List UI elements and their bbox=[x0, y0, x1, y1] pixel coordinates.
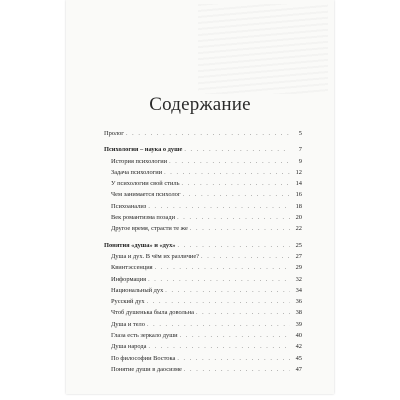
toc-entry bbox=[104, 212, 302, 223]
toc-section-heading bbox=[104, 144, 302, 155]
toc-entry-label: У психологии свой стиль bbox=[111, 180, 180, 188]
toc-entry bbox=[104, 274, 302, 285]
toc-page-number: 16 bbox=[295, 191, 302, 199]
toc-page-number: 39 bbox=[295, 320, 302, 328]
toc-entry-label: Понятия «душа» и «дух» bbox=[104, 241, 176, 249]
toc-entry bbox=[104, 178, 302, 189]
toc-entry-label: По философии Востока bbox=[111, 354, 176, 362]
toc-page-number: 18 bbox=[295, 202, 302, 210]
toc-entry-label: Душа народа bbox=[111, 343, 147, 351]
toc-leader-dots bbox=[184, 145, 290, 156]
toc-page-number: 27 bbox=[295, 252, 302, 260]
toc-page-number: 36 bbox=[295, 298, 302, 306]
toc-entry bbox=[104, 189, 302, 200]
toc-page-number: 25 bbox=[295, 241, 302, 249]
toc-entry bbox=[104, 262, 302, 273]
toc-page-number: 29 bbox=[295, 264, 302, 272]
toc-leader-dots bbox=[180, 331, 290, 342]
toc-entry bbox=[104, 364, 302, 375]
toc-page-number: 9 bbox=[298, 157, 302, 165]
show-through-text bbox=[198, 4, 328, 94]
table-of-contents bbox=[104, 128, 302, 375]
toc-entry bbox=[104, 353, 302, 364]
toc-leader-dots bbox=[169, 157, 290, 168]
toc-entry-label: Другое время, страсти те же bbox=[111, 225, 188, 233]
toc-entry-label: Информация bbox=[111, 275, 147, 283]
toc-page-number: 47 bbox=[295, 365, 302, 373]
toc-leader-dots bbox=[196, 308, 290, 319]
toc-leader-dots bbox=[177, 354, 290, 365]
toc-page-number: 12 bbox=[295, 168, 302, 176]
toc-page-number: 32 bbox=[295, 275, 302, 283]
toc-entry-label: Чтоб душенька была довольна bbox=[111, 309, 194, 317]
toc-entry bbox=[104, 330, 302, 341]
toc-entry-label: Век романтизма позади bbox=[111, 214, 176, 222]
toc-section-heading bbox=[104, 240, 302, 251]
toc-entry bbox=[104, 223, 302, 234]
toc-entry bbox=[104, 296, 302, 307]
toc-entry-label: Понятие души в даосизме bbox=[111, 365, 182, 373]
toc-page-number: 5 bbox=[298, 130, 302, 137]
toc-entry bbox=[104, 285, 302, 296]
toc-leader-dots bbox=[165, 286, 290, 297]
toc-leader-dots bbox=[184, 365, 290, 376]
toc-leader-dots bbox=[155, 263, 290, 274]
toc-page-number: 7 bbox=[298, 146, 302, 154]
toc-entry bbox=[104, 167, 302, 178]
toc-entry-label: Психология – наука о душе bbox=[104, 146, 183, 154]
toc-entry-label: Национальный дух bbox=[111, 286, 164, 294]
toc-entry bbox=[104, 251, 302, 262]
toc-page-number: 20 bbox=[295, 214, 302, 222]
toc-entry-label: Пролог bbox=[104, 130, 124, 137]
toc-leader-dots bbox=[177, 213, 290, 224]
toc-page-number: 38 bbox=[295, 309, 302, 317]
toc-entry-label: Задача психологии bbox=[111, 168, 163, 176]
toc-page-number: 14 bbox=[295, 180, 302, 188]
toc-page-number: 42 bbox=[295, 343, 302, 351]
toc-page-number: 40 bbox=[295, 332, 302, 340]
toc-leader-dots bbox=[148, 275, 290, 286]
toc-entry-label: Квинтэссенция bbox=[111, 264, 153, 272]
toc-entry bbox=[104, 128, 302, 139]
toc-leader-dots bbox=[181, 179, 290, 190]
toc-entry bbox=[104, 319, 302, 330]
toc-entry-label: Психоанализ bbox=[111, 202, 147, 210]
toc-leader-dots bbox=[164, 168, 290, 179]
toc-page-number: 45 bbox=[295, 354, 302, 362]
book-page bbox=[66, 0, 334, 394]
toc-entry-label: Душа и тело bbox=[111, 320, 145, 328]
toc-entry bbox=[104, 156, 302, 167]
toc-leader-dots bbox=[126, 129, 290, 140]
toc-entry-label: Глаза есть зеркало души bbox=[111, 332, 178, 340]
toc-entry-label: Душа и дух. В чём их различие? bbox=[111, 252, 200, 260]
toc-page-number: 34 bbox=[295, 286, 302, 294]
toc-entry bbox=[104, 341, 302, 352]
toc-entry-label: История психологии bbox=[111, 157, 168, 165]
toc-leader-dots bbox=[183, 190, 291, 201]
toc-entry-label: Русский дух bbox=[111, 298, 145, 306]
toc-leader-dots bbox=[201, 252, 290, 263]
toc-entry bbox=[104, 307, 302, 318]
toc-entry bbox=[104, 201, 302, 212]
toc-page-number: 22 bbox=[295, 225, 302, 233]
toc-leader-dots bbox=[190, 224, 290, 235]
toc-entry-label: Чем занимается психолог bbox=[111, 191, 181, 199]
page-title: Содержание bbox=[149, 94, 251, 115]
